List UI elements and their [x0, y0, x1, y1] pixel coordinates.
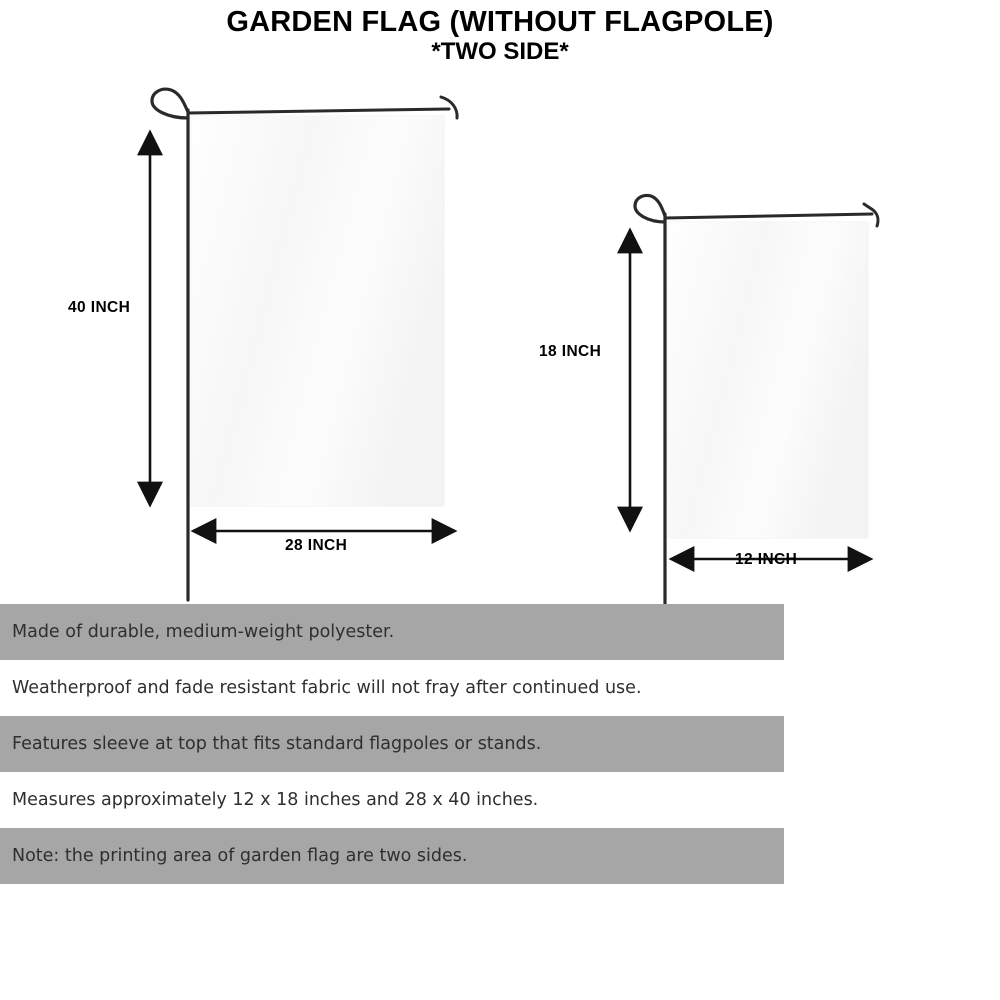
- small-flag-height-label: 18 INCH: [539, 343, 602, 360]
- large-flag-hook: [441, 97, 457, 118]
- feature-text: Measures approximately 12 x 18 inches and 28 x 40 inches.: [12, 790, 539, 810]
- list-item: [0, 716, 784, 772]
- feature-text: Weatherproof and fade resistant fabric will not fray after continued use.: [12, 678, 642, 698]
- small-flag-width-label: 12 INCH: [735, 551, 798, 568]
- small-flag-crossbar: [665, 214, 872, 218]
- list-item: [0, 772, 784, 828]
- list-item: [0, 604, 784, 660]
- list-item: [0, 828, 784, 884]
- page-title: GARDEN FLAG (WITHOUT FLAGPOLE): [226, 6, 774, 38]
- list-item: [0, 660, 784, 716]
- small-flag-loop: [635, 195, 665, 222]
- large-flag-loop: [152, 89, 188, 118]
- feature-text: Made of durable, medium-weight polyester.: [12, 622, 395, 642]
- feature-text: Features sleeve at top that fits standard flagpoles or stands.: [12, 734, 542, 754]
- large-flag-crossbar: [188, 109, 449, 113]
- features-list: [0, 604, 784, 884]
- page-subtitle: *TWO SIDE*: [431, 38, 569, 66]
- large-flag-width-label: 28 INCH: [285, 537, 348, 554]
- large-flag-height-label: 40 INCH: [68, 299, 131, 316]
- feature-text: Note: the printing area of garden flag are two sides.: [12, 846, 468, 866]
